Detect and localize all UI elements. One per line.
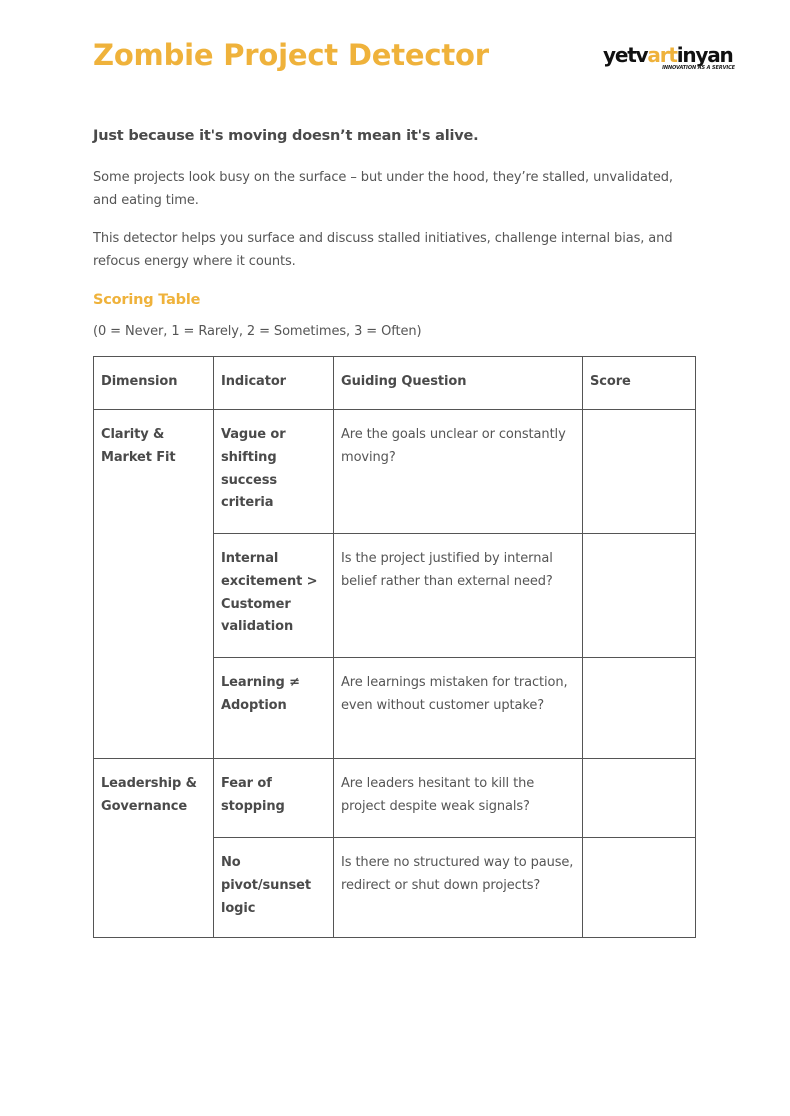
- indicator-cell: Learning ≠ Adoption: [214, 658, 334, 759]
- score-cell[interactable]: [583, 534, 696, 658]
- question-cell: Is the project justified by internal belief rather than external need?: [334, 534, 583, 658]
- intro-paragraph-2: This detector helps you surface and discuss stalled initiatives, challenge internal bias, and refocus energy where it counts.: [93, 231, 673, 269]
- dimension-cell: Clarity & Market Fit: [94, 410, 214, 759]
- logo-tagline: INNOVATION AS A SERVICE: [662, 65, 735, 71]
- brand-logo: [603, 44, 743, 71]
- question-cell: Are learnings mistaken for traction, even without customer uptake?: [334, 658, 583, 759]
- dimension-cell: Leadership & Governance: [94, 759, 214, 938]
- indicator-cell: No pivot/sunset logic: [214, 838, 334, 938]
- section-title-scoring-table: Scoring Table: [93, 292, 201, 308]
- logo-wordmark: [603, 44, 743, 66]
- table-row: [94, 759, 696, 838]
- question-cell: Are the goals unclear or constantly moving?: [334, 410, 583, 534]
- score-cell[interactable]: [583, 410, 696, 534]
- table-row: [94, 410, 696, 534]
- column-header-guiding-question: Guiding Question: [334, 357, 583, 410]
- score-cell[interactable]: [583, 658, 696, 759]
- scoring-table: [93, 356, 696, 938]
- column-header-indicator: Indicator: [214, 357, 334, 410]
- indicator-cell: Fear of stopping: [214, 759, 334, 838]
- scoring-scale-legend: (0 = Never, 1 = Rarely, 2 = Sometimes, 3 = Often): [93, 324, 422, 339]
- indicator-cell: Vague or shifting success criteria: [214, 410, 334, 534]
- score-cell[interactable]: [583, 838, 696, 938]
- table-header-row: [94, 357, 696, 410]
- page-title: Zombie Project Detector: [93, 38, 489, 72]
- intro-paragraph-1: Some projects look busy on the surface – but under the hood, they’re stalled, unvalidated, and eating time.: [93, 170, 673, 208]
- logo-word-part1: yetv: [603, 43, 648, 67]
- question-cell: Are leaders hesitant to kill the project despite weak signals?: [334, 759, 583, 838]
- score-cell[interactable]: [583, 759, 696, 838]
- indicator-cell: Internal excitement > Customer validation: [214, 534, 334, 658]
- column-header-score: Score: [583, 357, 696, 410]
- intro-tagline: Just because it's moving doesn’t mean it's alive.: [93, 128, 479, 144]
- question-cell: Is there no structured way to pause, redirect or shut down projects?: [334, 838, 583, 938]
- column-header-dimension: Dimension: [94, 357, 214, 410]
- logo-word-accent: art: [647, 43, 677, 67]
- logo-word-part2: inyan: [676, 43, 733, 67]
